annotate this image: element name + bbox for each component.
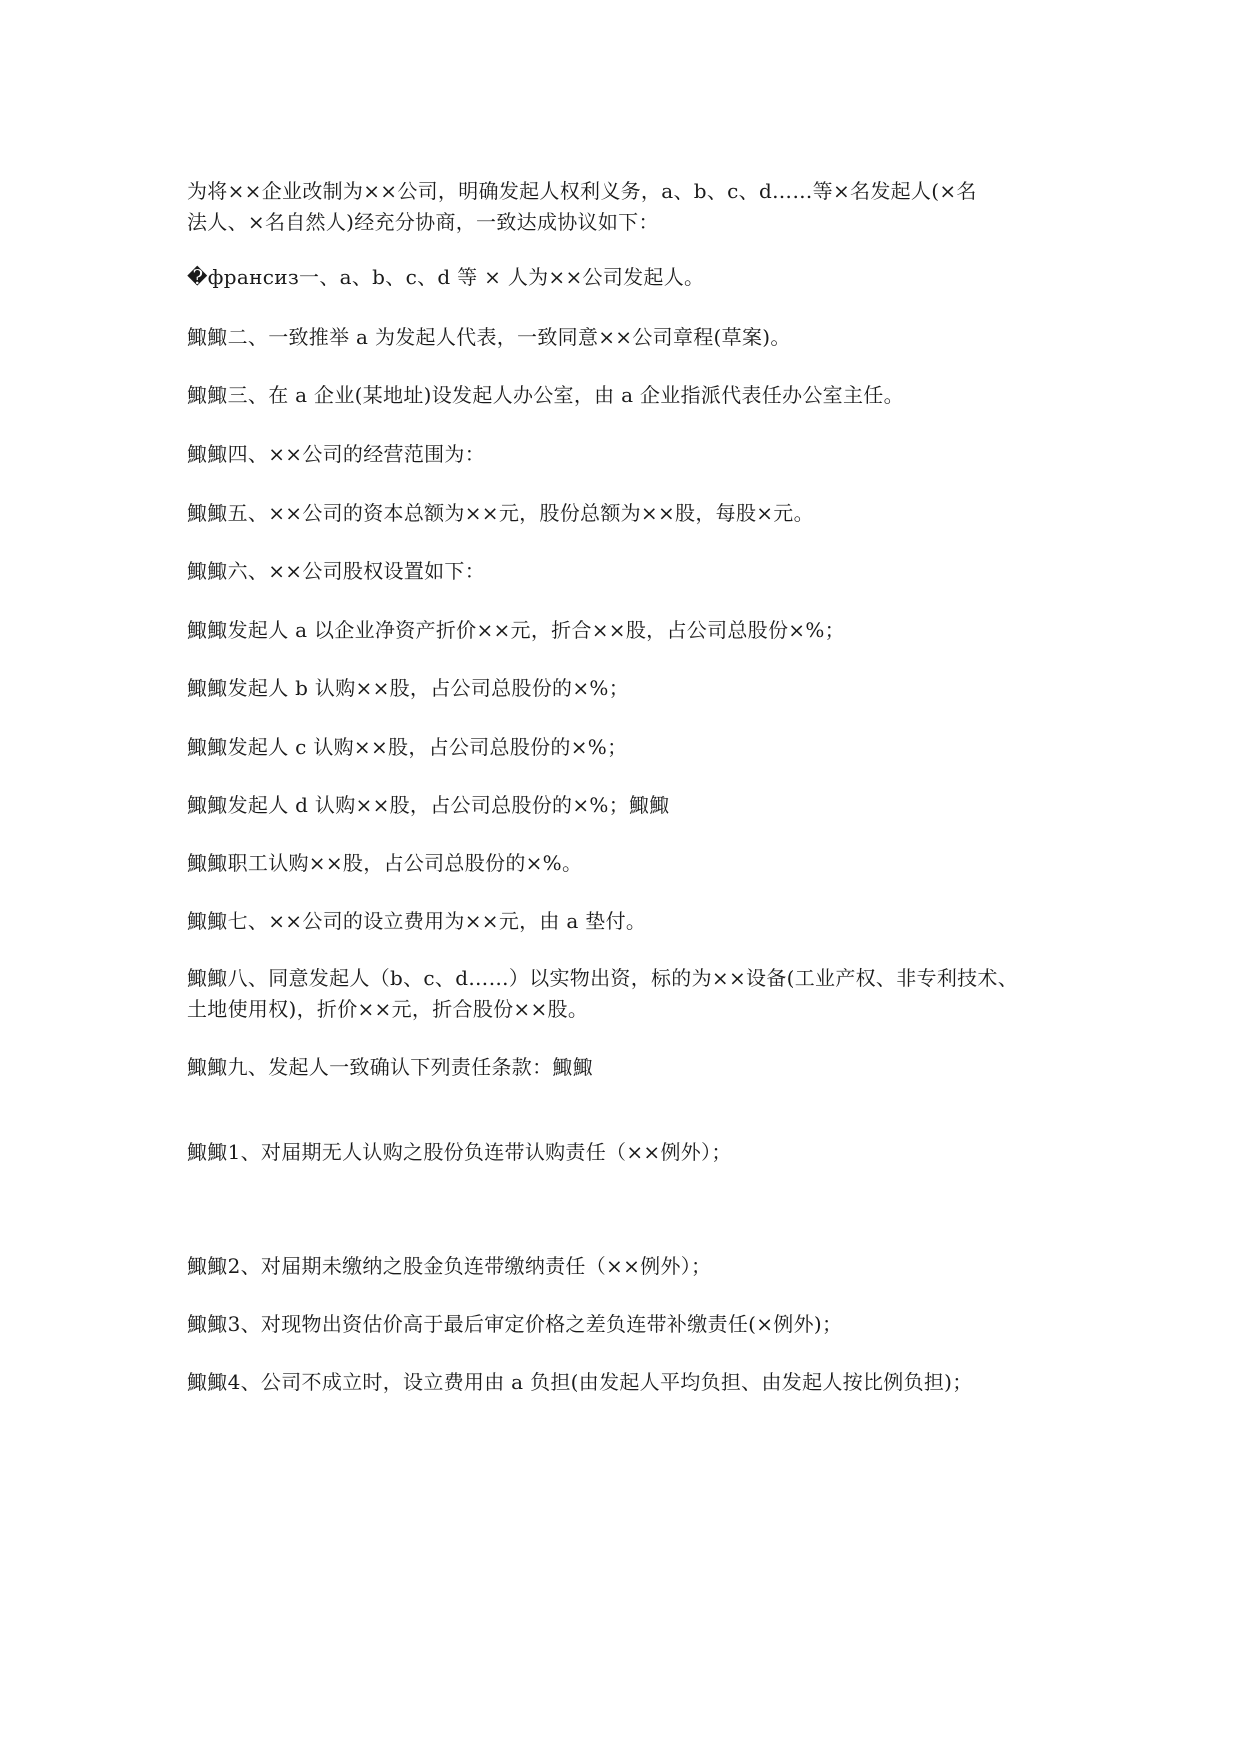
liability-item-2: 鯫鯫2、对届期未缴纳之股金负连带缴纳责任（××例外）； bbox=[187, 1254, 712, 1278]
liability-item-4: 鯫鯫4、公司不成立时，设立费用由 a 负担(由发起人平均负担、由发起人按比例负担)； bbox=[187, 1370, 973, 1394]
equity-line-d: 鯫鯫发起人 d 认购××股，占公司总股份的×%；鯫鯫 bbox=[187, 793, 670, 817]
clause-8-line-2: 土地使用权)，折价××元，折合股份××股。 bbox=[187, 997, 589, 1021]
clause-7: 鯫鯫七、××公司的设立费用为××元，由 a 垫付。 bbox=[187, 909, 647, 933]
clause-6: 鯫鯫六、××公司股权设置如下： bbox=[187, 559, 486, 583]
preamble-line-2: 法人、×名自然人)经充分协商，一致达成协议如下： bbox=[187, 210, 659, 234]
clause-2: 鯫鯫二、一致推举 a 为发起人代表，一致同意××公司章程(草案)。 bbox=[187, 325, 791, 349]
liability-item-1: 鯫鯫1、对届期无人认购之股份负连带认购责任（××例外）； bbox=[187, 1140, 732, 1164]
clause-5: 鯫鯫五、××公司的资本总额为××元，股份总额为××股，每股×元。 bbox=[187, 501, 814, 525]
equity-line-a: 鯫鯫发起人 a 以企业净资产折价××元，折合××股，占公司总股份×%； bbox=[187, 618, 845, 642]
clause-1: �франсиз一、a、b、c、d 等 × 人为××公司发起人。 bbox=[187, 265, 705, 289]
clause-3: 鯫鯫三、在 a 企业(某地址)设发起人办公室，由 a 企业指派代表任办公室主任。 bbox=[187, 383, 904, 407]
equity-line-b: 鯫鯫发起人 b 认购××股，占公司总股份的×%； bbox=[187, 676, 629, 700]
clause-9: 鯫鯫九、发起人一致确认下列责任条款：鯫鯫 bbox=[187, 1055, 593, 1079]
equity-line-staff: 鯫鯫职工认购××股，占公司总股份的×%。 bbox=[187, 851, 583, 875]
clause-4: 鯫鯫四、××公司的经营范围为： bbox=[187, 442, 486, 466]
preamble-line-1: 为将××企业改制为××公司，明确发起人权利义务，a、b、c、d……等×名发起人(×名 bbox=[187, 179, 977, 203]
liability-item-3: 鯫鯫3、对现物出资估价高于最后审定价格之差负连带补缴责任(×例外)； bbox=[187, 1312, 843, 1336]
clause-8-line-1: 鯫鯫八、同意发起人（b、c、d……）以实物出资，标的为××设备(工业产权、非专利技术、 bbox=[187, 966, 1019, 990]
equity-line-c: 鯫鯫发起人 c 认购××股，占公司总股份的×%； bbox=[187, 735, 628, 759]
